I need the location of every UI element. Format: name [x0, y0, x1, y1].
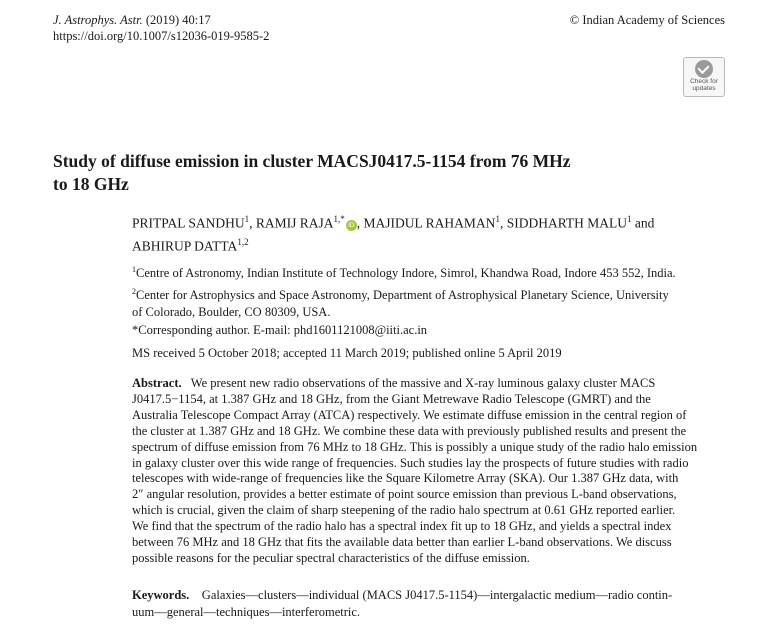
- corresponding-author: *Corresponding author. E-mail: phd1601121008@iiti.ac.in: [132, 322, 428, 337]
- keywords: Keywords. Galaxies—clusters—individual (MACS J0417.5-1154)—intergalactic medium—radio contin- uum—general—techniques—interferometric.: [132, 588, 673, 619]
- check-icon: [695, 60, 713, 78]
- doi-link[interactable]: https://doi.org/10.1007/s12036-019-9585-2: [53, 29, 270, 43]
- abstract: Abstract. We present new radio observations of the massive and X-ray luminous galaxy cluster MACS J0417.5−1154, at 1.387 GHz and 18 GHz, from the Giant Metrewave Radio Telescope (GMRT) and the Australia Telescope Compact Array (ATCA) respectively. We estimate diffuse emission in the central region of the cluster at 1.387 GHz and 18 GHz. We combine these data with previously published results and present the spectrum of diffuse emission from 76 MHz to 18 GHz. This is possibly a unique study of the radio halo emission in galaxy cluster over this wide range of frequencies. Such studies lay the prospects of future studies with radio telescopes with wide-range of frequencies like the Square Kilometre Array (SKA). Our 1.387 GHz data, with 2″ angular resolution, provides a better estimate of point source emission than previous L-band observations, which is crucial, given the claim of sharp steepening of the radio halo spectrum at 0.61 GHz reported earlier. We find that the spectrum of the radio halo has a spectral index fit up to 18 GHz, and yields a spectral index between 76 MHz and 18 GHz that fits the available data better than earlier L-band observations. We discuss possible reasons for the peculiar spectral characteristics of the diffuse emission.: [132, 376, 698, 565]
- ms-received: MS received 5 October 2018; accepted 11 March 2019; published online 5 April 2019: [132, 346, 562, 360]
- journal-citation: J. Astrophys. Astr. (2019) 40:17: [53, 13, 211, 27]
- copyright: © Indian Academy of Sciences: [569, 13, 725, 27]
- check-for-updates-badge[interactable]: Check for updates: [683, 57, 725, 97]
- author-list: PRITPAL SANDHU$^1$, RAMIJ $RAJA^{1,*}iD$ , MAJIDUL RAHAMAN$^1$, SIDDHARTH MALU$^1$ and ABHIRUP DATTA$^{1,2}$: [132, 214, 655, 253]
- affiliations: $^1$Centre of Astronomy, Indian Institute of Technology Indore, Simrol, Khandwa Road, Indore 453 552, India. $^2$Center for Astrophysics and Space Astronomy, Department of Astrophysical Planetary Science, University of Colorado, Boulder, CO 80309, USA. *Corresponding author. E-mail: phd1601121008@iiti.ac.in: [132, 261, 732, 339]
- paper-title: Study of diffuse emission in cluster MACSJ0417.5-1154 from 76 MHz to 18 GHz: [53, 151, 571, 194]
- orcid-icon[interactable]: iD: [346, 220, 357, 231]
